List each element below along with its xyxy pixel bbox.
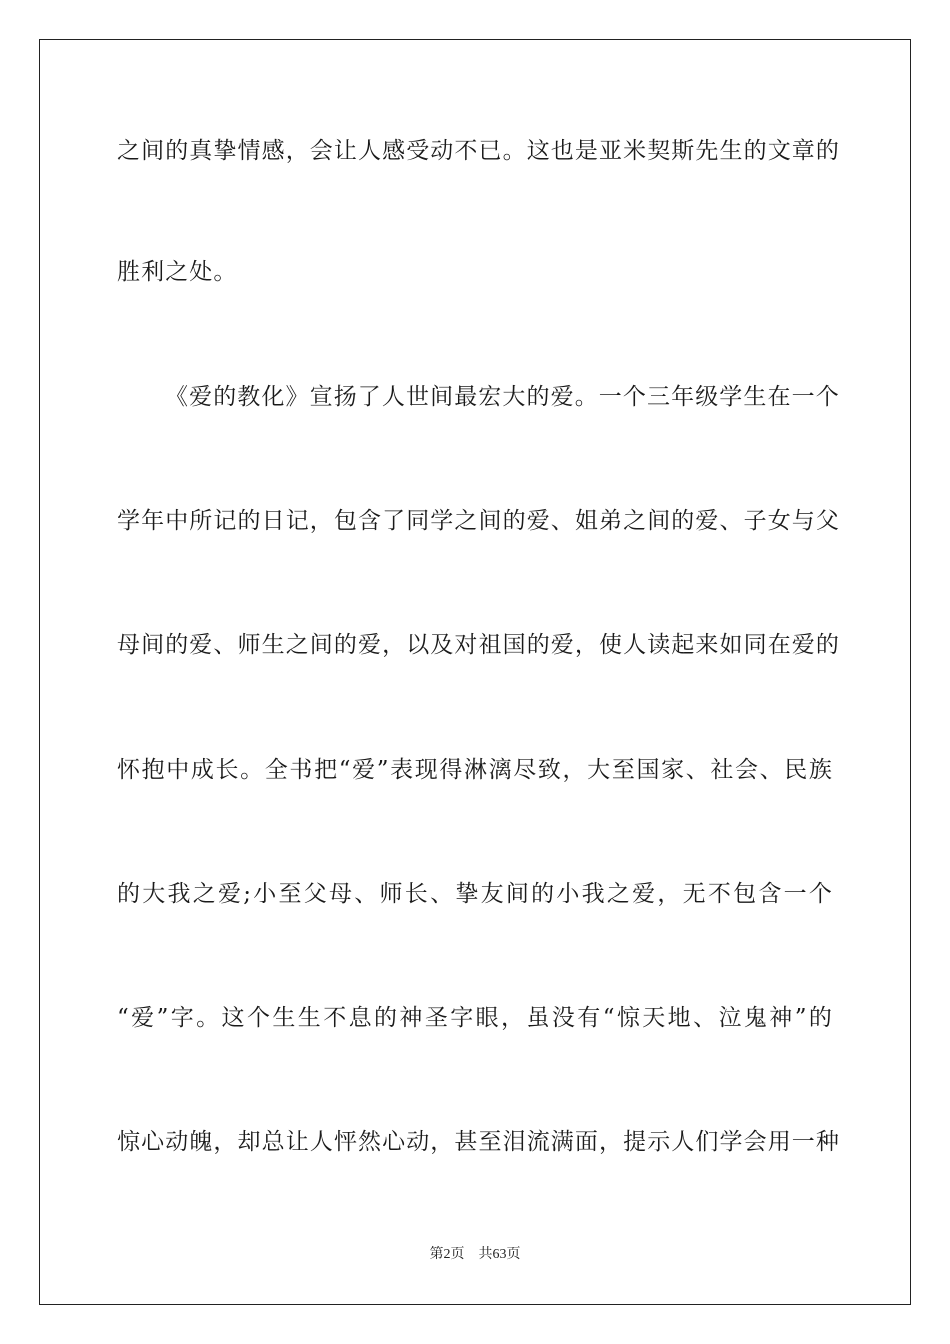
page-border	[39, 39, 911, 1305]
total-pages: 共63页	[478, 1247, 521, 1262]
paragraph-line: 怀抱中成长。全书把“爱”表现得淋漓尽致，大至国家、社会、民族	[117, 757, 833, 783]
page-footer	[0, 1246, 950, 1264]
paragraph-line: 《爱的教化》宣扬了人世间最宏大的爱。一个三年级学生在一个	[165, 384, 840, 410]
paragraph-line: 学年中所记的日记，包含了同学之间的爱、姐弟之间的爱、子女与父	[117, 508, 840, 534]
paragraph-line: 惊心动魄，却总让人怦然心动，甚至泪流满面，提示人们学会用一种	[117, 1129, 840, 1155]
paragraph-line: 母间的爱、师生之间的爱，以及对祖国的爱，使人读起来如同在爱的	[117, 632, 840, 658]
paragraph-line: “爱”字。这个生生不息的神圣字眼，虽没有“惊天地、泣鬼神”的	[117, 1005, 833, 1031]
paragraph-line: 胜利之处。	[117, 259, 238, 285]
paragraph-line: 的大我之爱;小至父母、师长、挚友间的小我之爱，无不包含一个	[117, 881, 833, 907]
page-number: 第2页	[429, 1247, 465, 1262]
paragraph-line: 之间的真挚情感，会让人感受动不已。这也是亚米契斯先生的文章的	[117, 138, 840, 164]
